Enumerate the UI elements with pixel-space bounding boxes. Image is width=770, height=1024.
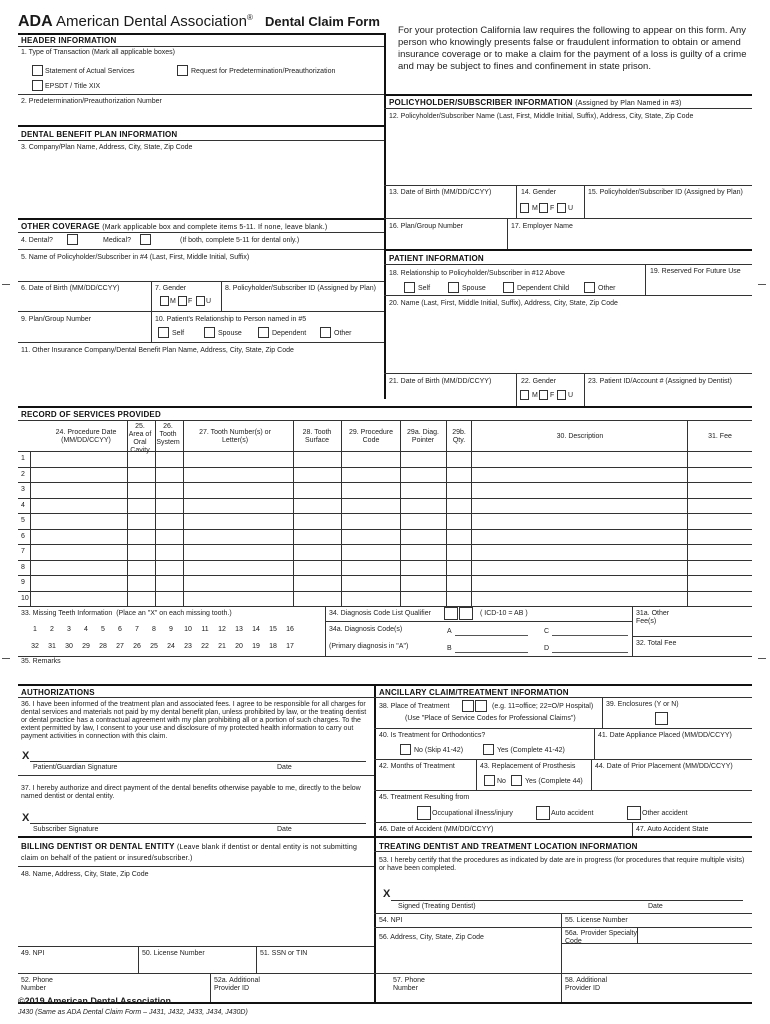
occupational-checkbox[interactable] bbox=[417, 806, 431, 820]
field-54-label: 54. NPI bbox=[379, 917, 403, 924]
field-9-label: 9. Plan/Group Number bbox=[21, 316, 92, 323]
field-39-label: 39. Enclosures (Y or N) bbox=[606, 701, 679, 708]
service-row-number: 7 bbox=[21, 548, 25, 555]
missing-tooth[interactable]: 4 bbox=[84, 626, 88, 633]
dental-benefit-plan-title: DENTAL BENEFIT PLAN INFORMATION bbox=[21, 130, 178, 139]
authorizations-title: AUTHORIZATIONS bbox=[21, 688, 95, 697]
col-24-header: 24. Procedure Date (MM/DD/CCYY) bbox=[55, 429, 117, 444]
missing-tooth[interactable]: 31 bbox=[48, 643, 56, 650]
missing-tooth[interactable]: 22 bbox=[201, 643, 209, 650]
field-14-gender-m-box[interactable] bbox=[520, 203, 529, 213]
missing-tooth[interactable]: 32 bbox=[31, 643, 39, 650]
field-18-spouse-checkbox[interactable] bbox=[448, 282, 459, 293]
missing-tooth[interactable]: 14 bbox=[252, 626, 260, 633]
diag-b-label: B bbox=[447, 645, 452, 652]
service-row-number: 9 bbox=[21, 579, 25, 586]
request-predetermination-label: Request for Predetermination/Preauthorization bbox=[191, 68, 336, 75]
ancillary-title: ANCILLARY CLAIM/TREATMENT INFORMATION bbox=[379, 688, 569, 697]
field-6-label: 6. Date of Birth (MM/DD/CCYY) bbox=[21, 285, 120, 292]
left-margin-mark-2 bbox=[2, 658, 10, 659]
service-row-number: 1 bbox=[21, 455, 25, 462]
field-14-gender-u-box[interactable] bbox=[557, 203, 566, 213]
missing-tooth[interactable]: 13 bbox=[235, 626, 243, 633]
service-row-line bbox=[18, 467, 752, 468]
field-58-label: 58. Additional Provider ID bbox=[565, 977, 608, 992]
missing-tooth[interactable]: 11 bbox=[201, 626, 209, 633]
missing-tooth[interactable]: 5 bbox=[101, 626, 105, 633]
patient-information-title: PATIENT INFORMATION bbox=[389, 254, 484, 263]
field-12-label: 12. Policyholder/Subscriber Name (Last, First, Middle Initial, Suffix), Address, City, State, Zip Code bbox=[389, 113, 694, 120]
col-25-header: 25. Area of Oral Cavity bbox=[128, 423, 152, 454]
field-10-other-checkbox[interactable] bbox=[320, 327, 331, 338]
field-42-label: 42. Months of Treatment bbox=[379, 763, 455, 770]
california-notice: For your protection California law requires the following to appear on this form. Any person who knowingly presents false or fraudulent information to obtain or amend insurance coverage or to make a claim for the payment of a loss is guilty of a crime and may be subject to fines and confinement in state prison. bbox=[398, 25, 747, 72]
field-8-label: 8. Policyholder/Subscriber ID (Assigned by Plan) bbox=[225, 285, 376, 292]
field-13-label: 13. Date of Birth (MM/DD/CCYY) bbox=[389, 189, 492, 196]
field-3-label: 3. Company/Plan Name, Address, City, State, Zip Code bbox=[21, 144, 193, 151]
field-46-label: 46. Date of Accident (MM/DD/CCYY) bbox=[379, 826, 494, 833]
missing-tooth[interactable]: 28 bbox=[99, 643, 107, 650]
billing-title: BILLING DENTIST OR DENTAL ENTITY (Leave blank if dentist or dental entity is not submitting claim on behalf of the patient or insured/subscriber.) bbox=[21, 842, 358, 862]
field-17-label: 17. Employer Name bbox=[511, 223, 573, 230]
field-18-dependent-checkbox[interactable] bbox=[503, 282, 514, 293]
field-56a-label: 56a. Provider Specialty Code bbox=[565, 930, 637, 945]
auto-accident-checkbox[interactable] bbox=[536, 806, 550, 820]
service-row-line bbox=[18, 482, 752, 483]
missing-tooth[interactable]: 7 bbox=[135, 626, 139, 633]
field-22-label: 22. Gender bbox=[521, 378, 557, 385]
service-row-number: 2 bbox=[21, 470, 25, 478]
missing-tooth[interactable]: 21 bbox=[218, 643, 226, 650]
missing-tooth[interactable]: 17 bbox=[286, 643, 294, 650]
col-29-header: 29. Procedure Code bbox=[349, 429, 393, 444]
missing-tooth[interactable]: 19 bbox=[252, 643, 260, 650]
field-16-label: 16. Plan/Group Number bbox=[389, 223, 463, 230]
field-7-gender-m-box[interactable] bbox=[160, 296, 169, 306]
field-22-gender-m-box[interactable] bbox=[520, 390, 529, 400]
field-38-note: (Use "Place of Service Codes for Professional Claims") bbox=[405, 715, 576, 722]
form-code: J430 (Same as ADA Dental Claim Form – J431, J432, J433, J434, J430D) bbox=[18, 1009, 248, 1016]
prosthesis-yes-checkbox[interactable] bbox=[511, 775, 522, 786]
field-53-text: 53. I hereby certify that the procedures as indicated by date are in progress (for procedures that require multiple visits) or have been completed. bbox=[379, 857, 745, 872]
treating-signature-date: Date bbox=[648, 903, 663, 910]
missing-tooth[interactable]: 30 bbox=[65, 643, 73, 650]
patient-signature-date: Date bbox=[277, 764, 292, 771]
record-of-services-title: RECORD OF SERVICES PROVIDED bbox=[21, 410, 161, 419]
missing-tooth[interactable]: 10 bbox=[184, 626, 192, 633]
field-44-label: 44. Date of Prior Placement (MM/DD/CCYY) bbox=[595, 763, 733, 770]
subscriber-signature-date: Date bbox=[277, 826, 292, 833]
missing-tooth[interactable]: 9 bbox=[169, 626, 173, 633]
other-accident-checkbox[interactable] bbox=[627, 806, 641, 820]
field-7-gender-f-box[interactable] bbox=[178, 296, 187, 306]
field-10-self-checkbox[interactable] bbox=[158, 327, 169, 338]
service-row-line bbox=[18, 544, 752, 545]
diagnosis-qualifier-box-1[interactable] bbox=[444, 607, 458, 620]
service-row-number: 8 bbox=[21, 563, 25, 571]
field-52-label: 52. Phone Number bbox=[21, 977, 53, 992]
form-title: ADA American Dental Association® Dental Claim Form bbox=[18, 13, 380, 30]
missing-tooth[interactable]: 12 bbox=[218, 626, 226, 633]
col-28-header: 28. Tooth Surface bbox=[302, 429, 332, 444]
right-margin-mark-2 bbox=[758, 658, 766, 659]
col-29b-header: 29b. Qty. bbox=[452, 429, 466, 444]
enclosures-box[interactable] bbox=[655, 712, 668, 725]
both-note: (If both, complete 5-11 for dental only.) bbox=[180, 237, 300, 244]
field-23-label: 23. Patient ID/Account # (Assigned by Dentist) bbox=[588, 378, 732, 385]
field-49-label: 49. NPI bbox=[21, 950, 45, 957]
missing-tooth[interactable]: 23 bbox=[184, 643, 192, 650]
left-margin-mark bbox=[2, 284, 10, 285]
right-margin-mark bbox=[758, 284, 766, 285]
field-34a-note: (Primary diagnosis in "A") bbox=[329, 643, 409, 650]
diag-d-label: D bbox=[544, 645, 550, 652]
service-row-line bbox=[18, 560, 752, 561]
diag-a-label: A bbox=[447, 628, 452, 635]
service-row-line bbox=[18, 575, 752, 576]
missing-tooth[interactable]: 16 bbox=[286, 626, 294, 633]
field-31a-label: 31a. Other Fee(s) bbox=[636, 610, 670, 625]
diag-c-label: C bbox=[544, 628, 550, 635]
patient-signature-label: Patient/Guardian Signature bbox=[33, 764, 118, 771]
field-40-label: 40. Is Treatment for Orthodontics? bbox=[379, 732, 486, 739]
service-row-number: 6 bbox=[21, 532, 25, 540]
place-of-treatment-box-1[interactable] bbox=[462, 700, 474, 712]
field-14-label: 14. Gender bbox=[521, 189, 557, 196]
field-32-label: 32. Total Fee bbox=[636, 640, 677, 647]
epsdt-checkbox[interactable] bbox=[32, 80, 43, 91]
field-38-label: 38. Place of Treatment bbox=[379, 703, 450, 710]
field-55-label: 55. License Number bbox=[565, 917, 628, 924]
field-7-label: 7. Gender bbox=[155, 285, 187, 292]
field-34-label: 34. Diagnosis Code List Qualifier bbox=[329, 610, 431, 617]
field-38-example: (e.g. 11=office; 22=O/P Hospital) bbox=[492, 703, 594, 710]
diagnosis-qualifier-box-2[interactable] bbox=[459, 607, 473, 620]
field-7-gender-u-box[interactable] bbox=[196, 296, 205, 306]
field-57-label: 57. Phone Number bbox=[393, 977, 425, 992]
other-coverage-title: OTHER COVERAGE (Mark applicable box and complete items 5-11. If none, leave blank.) bbox=[21, 222, 328, 231]
field-51-label: 51. SSN or TIN bbox=[260, 950, 308, 957]
col-30-header: 30. Description bbox=[556, 433, 604, 440]
field-56-label: 56. Address, City, State, Zip Code bbox=[379, 934, 484, 941]
ortho-yes-checkbox[interactable] bbox=[483, 744, 494, 755]
epsdt-label: EPSDT / Title XIX bbox=[45, 83, 101, 90]
ortho-no-checkbox[interactable] bbox=[400, 744, 411, 755]
service-row-line bbox=[18, 591, 752, 592]
field-10-label: 10. Patient's Relationship to Person named in #5 bbox=[155, 316, 307, 323]
place-of-treatment-box-2[interactable] bbox=[475, 700, 487, 712]
missing-tooth[interactable]: 25 bbox=[150, 643, 158, 650]
missing-tooth[interactable]: 6 bbox=[118, 626, 122, 633]
field-19-label: 19. Reserved For Future Use bbox=[650, 268, 741, 275]
field-22-gender-f-box[interactable] bbox=[539, 390, 548, 400]
statement-actual-services-label: Statement of Actual Services bbox=[45, 68, 135, 75]
field-18-other-checkbox[interactable] bbox=[584, 282, 595, 293]
field-18-label: 18. Relationship to Policyholder/Subscriber in #12 Above bbox=[389, 270, 565, 277]
field-52a-label: 52a. Additional Provider ID bbox=[214, 977, 260, 992]
field-48-label: 48. Name, Address, City, State, Zip Code bbox=[21, 871, 149, 878]
missing-tooth[interactable]: 2 bbox=[50, 626, 54, 633]
field-50-label: 50. License Number bbox=[142, 950, 205, 957]
field-10-dependent-checkbox[interactable] bbox=[258, 327, 269, 338]
medical-label: Medical? bbox=[103, 237, 132, 244]
col-31-header: 31. Fee bbox=[708, 433, 732, 440]
dental-claim-form-title: Dental Claim Form bbox=[265, 14, 380, 29]
dental-checkbox[interactable] bbox=[67, 234, 78, 245]
field-20-label: 20. Name (Last, First, Middle Initial, Suffix), Address, City, State, Zip Code bbox=[389, 300, 618, 307]
field-2-label: 2. Predetermination/Preauthorization Number bbox=[21, 98, 162, 105]
service-row-number: 3 bbox=[21, 486, 25, 493]
missing-tooth[interactable]: 24 bbox=[167, 643, 175, 650]
field-43-label: 43. Replacement of Prosthesis bbox=[480, 763, 576, 770]
field-10-spouse-checkbox[interactable] bbox=[204, 327, 215, 338]
missing-tooth[interactable]: 3 bbox=[67, 626, 71, 633]
missing-tooth[interactable]: 26 bbox=[133, 643, 141, 650]
field-18-self-checkbox[interactable] bbox=[404, 282, 415, 293]
missing-tooth[interactable]: 20 bbox=[235, 643, 243, 650]
col-27-header: 27. Tooth Number(s) or Letter(s) bbox=[199, 429, 271, 444]
missing-tooth[interactable]: 15 bbox=[269, 626, 277, 633]
service-row-number: 10 bbox=[21, 594, 29, 602]
field-21-label: 21. Date of Birth (MM/DD/CCYY) bbox=[389, 378, 492, 385]
copyright: ©2019 American Dental Association bbox=[18, 996, 172, 1006]
treating-dentist-title: TREATING DENTIST AND TREATMENT LOCATION INFORMATION bbox=[379, 842, 638, 851]
policyholder-title: POLICYHOLDER/SUBSCRIBER INFORMATION (Assigned by Plan Named in #3) bbox=[389, 98, 682, 107]
prosthesis-no-checkbox[interactable] bbox=[484, 775, 495, 786]
field-4-label: 4. Dental? bbox=[21, 237, 53, 244]
service-row-line bbox=[18, 513, 752, 514]
statement-actual-services-checkbox[interactable] bbox=[32, 65, 43, 76]
col-29a-header: 29a. Diag. Pointer bbox=[407, 429, 439, 444]
field-11-label: 11. Other Insurance Company/Dental Benefit Plan Name, Address, City, State, Zip Code bbox=[21, 347, 294, 354]
missing-tooth[interactable]: 29 bbox=[82, 643, 90, 650]
field-15-label: 15. Policyholder/Subscriber ID (Assigned by Plan) bbox=[588, 189, 743, 196]
field-22-gender-u-box[interactable] bbox=[557, 390, 566, 400]
field-41-label: 41. Date Appliance Placed (MM/DD/CCYY) bbox=[598, 732, 732, 739]
field-47-label: 47. Auto Accident State bbox=[636, 826, 709, 833]
ada-org-name: American Dental Association bbox=[56, 13, 247, 30]
request-predetermination-checkbox[interactable] bbox=[177, 65, 188, 76]
service-row-number: 4 bbox=[21, 501, 25, 509]
missing-tooth[interactable]: 8 bbox=[152, 626, 156, 633]
medical-checkbox[interactable] bbox=[140, 234, 151, 245]
service-row-number: 5 bbox=[21, 517, 25, 524]
icd-note: ( ICD-10 = AB ) bbox=[480, 610, 528, 617]
subscriber-signature-label: Subscriber Signature bbox=[33, 826, 99, 833]
field-35-label: 35. Remarks bbox=[21, 658, 61, 665]
missing-tooth[interactable]: 1 bbox=[33, 626, 37, 633]
field-34a-label: 34a. Diagnosis Code(s) bbox=[329, 626, 403, 633]
service-row-line bbox=[18, 451, 752, 452]
header-information-title: HEADER INFORMATION bbox=[21, 36, 117, 45]
missing-tooth[interactable]: 18 bbox=[269, 643, 277, 650]
treating-signature-label: Signed (Treating Dentist) bbox=[398, 903, 476, 910]
ada-logo-text: ADA bbox=[18, 13, 53, 30]
col-26-header: 26. Tooth System bbox=[156, 423, 180, 446]
service-row-line bbox=[18, 529, 752, 530]
field-36-text: 36. I have been informed of the treatment plan and associated fees. I agree to be responsible for all charges for dental services and materials not paid by my dental benefit plan, unless prohibited by law, or the treating dentist or dental practice has a contractual agreement with my plan prohibiting all or a portion of such charges. To the extent permitted by law, I consent to your use and disclosure of my protected health information to carry out payment activities in connection with this claim. bbox=[21, 701, 367, 740]
field-37-text: 37. I hereby authorize and direct payment of the dental benefits otherwise payable to me, directly to the below named dentist or dental entity. bbox=[21, 785, 361, 800]
missing-tooth[interactable]: 27 bbox=[116, 643, 124, 650]
service-row-line bbox=[18, 498, 752, 499]
field-1-label: 1. Type of Transaction (Mark all applicable boxes) bbox=[21, 49, 175, 56]
field-33-label: 33. Missing Teeth Information (Place an "X" on each missing tooth.) bbox=[21, 610, 232, 617]
field-14-gender-f-box[interactable] bbox=[539, 203, 548, 213]
field-5-label: 5. Name of Policyholder/Subscriber in #4 (Last, First, Middle Initial, Suffix) bbox=[21, 254, 250, 261]
field-45-label: 45. Treatment Resulting from bbox=[379, 794, 470, 801]
